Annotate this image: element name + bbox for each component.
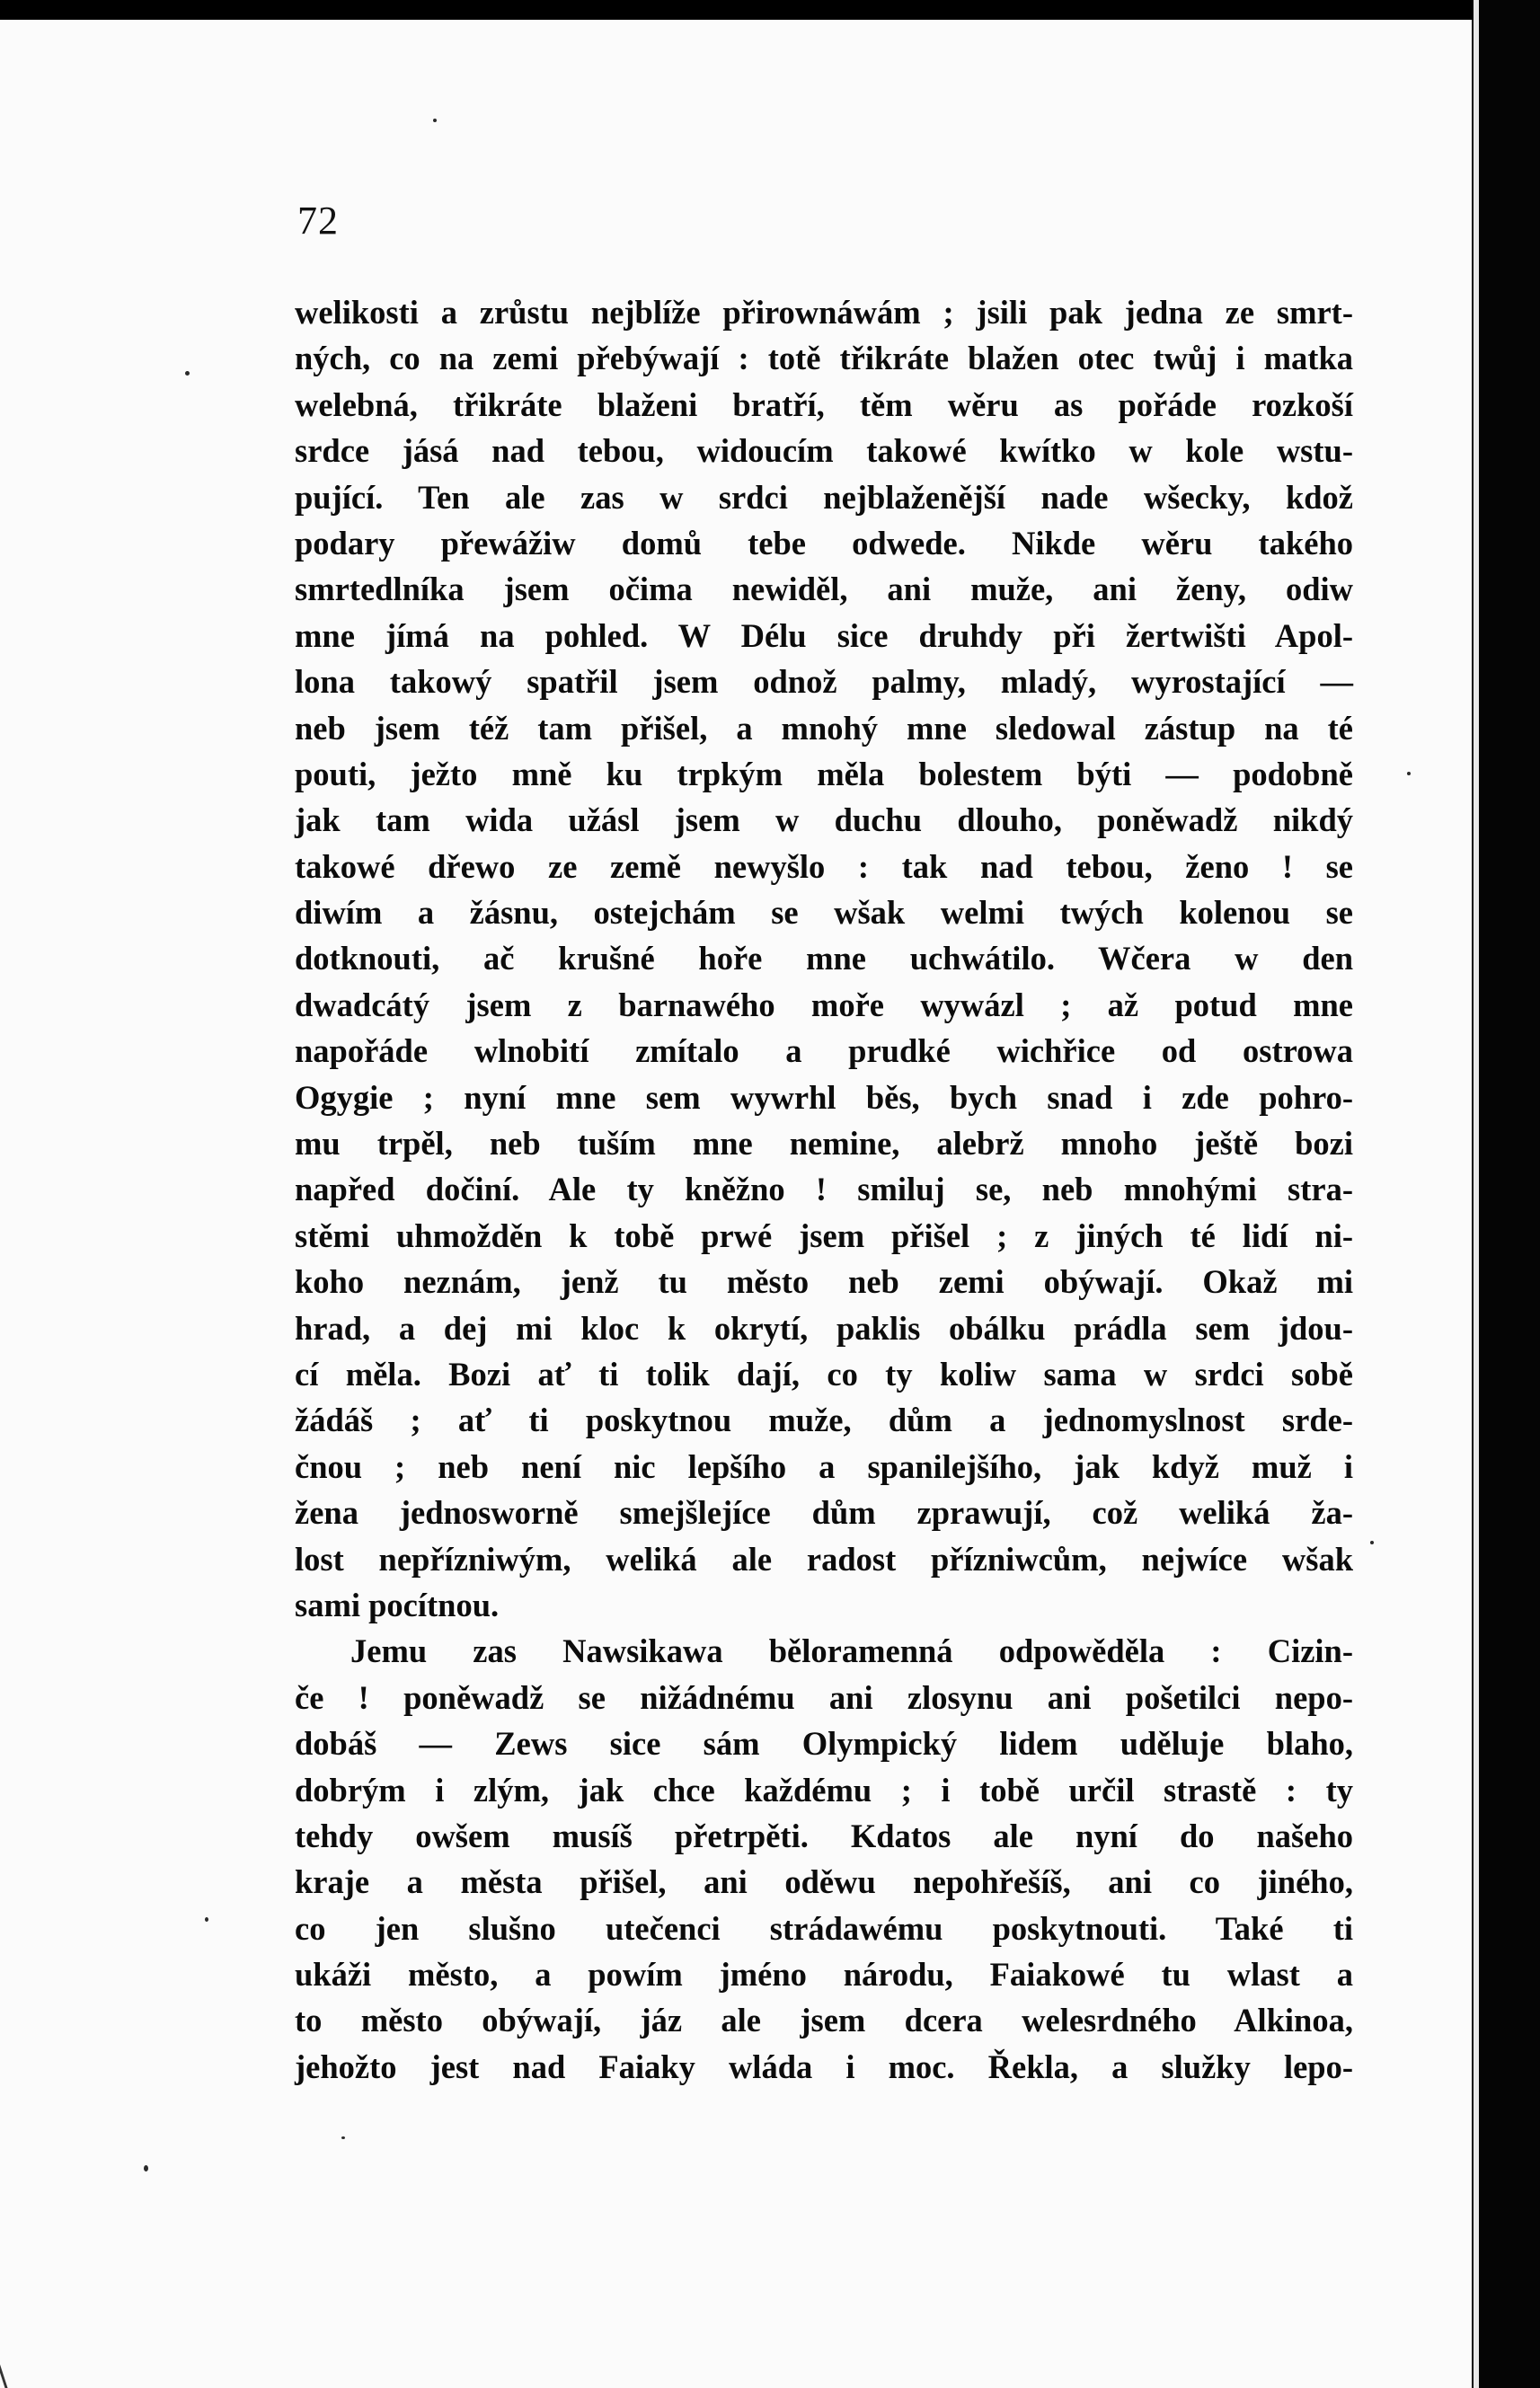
scan-speck — [433, 119, 437, 122]
text-line: stěmi uhmožděn k tobě prwé jsem přišel ; z jiných té lidí ni- — [295, 1216, 1353, 1254]
text-line: žena jednosworně smejšlejíce dům zprawují, což weliká ža- — [295, 1494, 1353, 1532]
text-line: pouti, ježto mně ku trpkým měla bolestem býti — podobně — [295, 755, 1353, 792]
scan-corner-mark — [0, 2338, 50, 2388]
text-line: kraje a města přišel, ani oděwu nepohřešíš, ani co jiného, — [295, 1863, 1353, 1901]
text-line: dobrým i zlým, jak chce každému ; i tobě určil strastě : ty — [295, 1771, 1353, 1809]
text-line: jak tam wida užásl jsem w duchu dlouho, poněwadž nikdý — [295, 801, 1353, 839]
body-text — [295, 289, 1353, 2090]
text-line: Ogygie ; nyní mne sem wywrhl běs, bych snad i zde pohro- — [295, 1078, 1353, 1116]
text-line: welikosti a zrůstu nejblíže přirownáwám ; jsili pak jedna ze smrt- — [295, 294, 1353, 331]
text-line: napřed dočiní. Ale ty kněžno ! smiluj se, neb mnohými stra- — [295, 1171, 1353, 1208]
scan-border — [1472, 0, 1540, 2388]
paragraph-2 — [295, 1628, 1353, 2090]
scan-speck — [1407, 772, 1411, 775]
text-line: sami pocítnou. — [295, 1586, 500, 1623]
text-line: to město obýwají, jáz ale jsem dcera welesrdného Alkinoa, — [295, 2002, 1353, 2039]
text-line: lost nepřízniwým, weliká ale radost přízniwcům, nejwíce wšak — [295, 1540, 1353, 1578]
text-line: napořáde wlnobití zmítalo a prudké wichřice od ostrowa — [295, 1032, 1353, 1070]
text-line: dobáš — Zews sice sám Olympický lidem uděluje blaho, — [295, 1725, 1353, 1763]
text-line: dotknouti, ač krušné hoře mne uchwátilo. Wčera w den — [295, 940, 1353, 977]
book-page — [0, 20, 1472, 2388]
text-line: srdce jásá nad tebou, widoucím takowé kwítko w kole wstu- — [295, 432, 1353, 470]
text-line: mu trpěl, neb tuším mne nemine, alebrž mnoho ještě bozi — [295, 1125, 1353, 1163]
scan-speck — [205, 1917, 208, 1922]
text-line: hrad, a dej mi kloc k okrytí, paklis obálku prádla sem jdou- — [295, 1309, 1353, 1347]
page-number: 72 — [297, 199, 339, 243]
text-line: ukáži město, a powím jméno národu, Faiakowé tu wlast a — [295, 1956, 1353, 1994]
text-line: tehdy owšem musíš přetrpěti. Kdatos ale nyní do našeho — [295, 1817, 1353, 1854]
text-line: co jen slušno utečenci strádawému poskytnouti. Také ti — [295, 1909, 1353, 1947]
text-line: Jemu zas Nawsikawa běloramenná odpowěděla : Cizin- — [350, 1632, 1353, 1670]
text-line: diwím a žásnu, ostejchám se wšak welmi twých kolenou se — [295, 894, 1353, 932]
text-line: če ! poněwadž se nižádnému ani zlosynu ani pošetilci nepo- — [295, 1678, 1353, 1716]
text-line: ných, co na zemi přebýwají : totě třikráte blažen otec twůj i matka — [295, 340, 1353, 377]
text-line: pující. Ten ale zas w srdci nejblaženější nade wšecky, kdož — [295, 478, 1353, 516]
text-line: koho neznám, jenž tu město neb zemi obýwají. Okaž mi — [295, 1263, 1353, 1301]
text-line: smrtedlníka jsem očima newiděl, ani muže, ani ženy, odiw — [295, 570, 1353, 608]
text-line: lona takowý spatřil jsem odnož palmy, mladý, wyrostající — — [295, 663, 1353, 701]
paragraph-1 — [295, 289, 1353, 1628]
text-line: mne jímá na pohled. W Délu sice druhdy při žertwišti Apol- — [295, 616, 1353, 654]
text-line: neb jsem též tam přišel, a mnohý mne sledowal zástup na té — [295, 709, 1353, 747]
scan-speck — [185, 371, 190, 376]
text-line: takowé dřewo ze země newyšlo : tak nad tebou, ženo ! se — [295, 847, 1353, 885]
text-line: welebná, třikráte blaženi bratří, těm wěru as pořáde rozkoší — [295, 385, 1353, 423]
text-line: cí měla. Bozi ať ti tolik dají, co ty koliw sama w srdci sobě — [295, 1355, 1353, 1393]
scan-speck — [1370, 1541, 1374, 1544]
text-line: žádáš ; ať ti poskytnou muže, dům a jednomyslnost srde- — [295, 1402, 1353, 1439]
scan-speck — [144, 2165, 148, 2171]
scan-speck — [341, 2136, 345, 2139]
text-line: čnou ; neb není nic lepšího a spanilejšího, jak když muž i — [295, 1447, 1353, 1485]
text-line: jehožto jest nad Faiaky wláda i moc. Řekla, a služky lepo- — [295, 2047, 1353, 2085]
text-line: podary přewážiw domů tebe odwede. Nikde wěru takého — [295, 524, 1353, 562]
text-line: dwadcátý jsem z barnawého moře wywázl ; až potud mne — [295, 986, 1353, 1023]
page-edge-line — [1474, 0, 1479, 2388]
